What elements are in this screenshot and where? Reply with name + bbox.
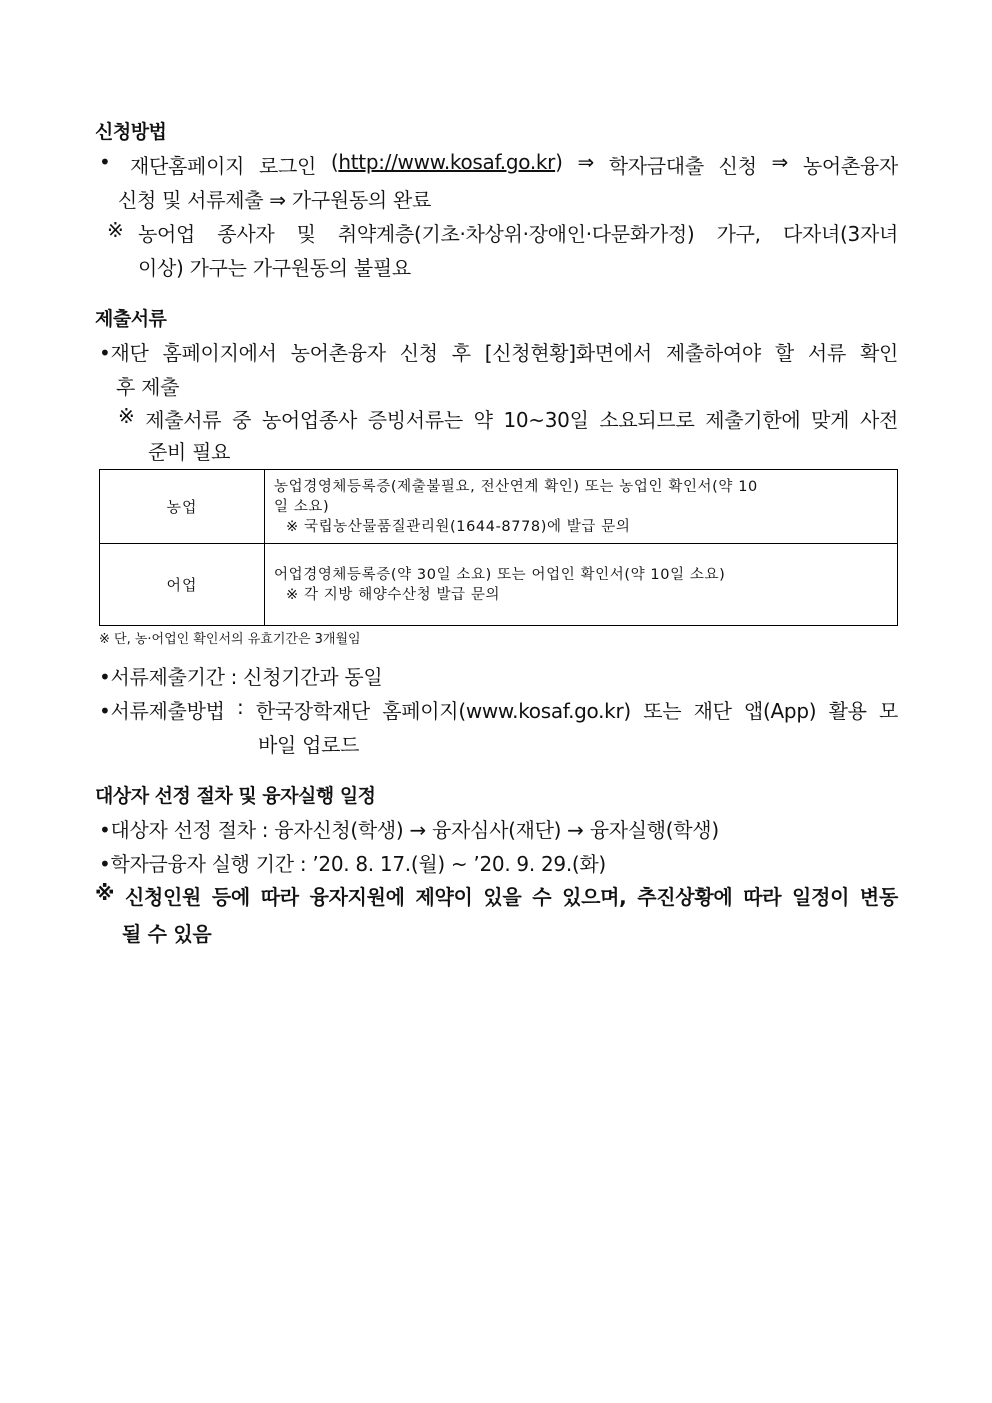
schedule-note-line-1: ※ 신청인원 등에 따라 융자지원에 제약이 있을 수 있으며, 추진상황에 따라 일정이 변동 xyxy=(95,881,898,909)
method-line-1: 재단홈페이지 로그인 (http://www.kosaf.go.kr) ⇒ 학자금대출 신청 ⇒ 농어촌융자 xyxy=(130,150,898,178)
schedule-period: •학자금융자 실행 기간 : ’20. 8. 17.(월) ~ ’20. 9. 29.(화) xyxy=(99,852,606,876)
submission-method-line-2: 바일 업로드 xyxy=(258,733,360,757)
table-note: ※ 단, 농·어업인 확인서의 유효기간은 3개월임 xyxy=(99,632,361,647)
method-note-line-2: 이상) 가구는 가구원동의 불필요 xyxy=(138,256,411,280)
table-row xyxy=(100,544,898,626)
table-desc-fishing: 어업경영체등록증(약 30일 소요) 또는 어업인 확인서(약 10일 소요) ※ 각 지방 해양수산청 발급 문의 xyxy=(265,544,898,626)
documents-line-1: •재단 홈페이지에서 농어촌융자 신청 후 [신청현황]화면에서 제출하여야 할 서류 확인 xyxy=(99,341,898,365)
documents-table xyxy=(99,469,898,626)
schedule-procedure: •대상자 선정 절차 : 융자신청(학생) → 융자심사(재단) → 융자실행(학생) xyxy=(99,818,719,842)
submission-method-line-1: •서류제출방법 : 한국장학재단 홈페이지(www.kosaf.go.kr) 또는 재단 앱(App) 활용 모 xyxy=(99,695,898,723)
table-row xyxy=(100,470,898,544)
submission-period: •서류제출기간 : 신청기간과 동일 xyxy=(99,665,383,689)
documents-note-line-2: 준비 필요 xyxy=(148,440,231,464)
schedule-note-line-2: 될 수 있음 xyxy=(122,922,212,946)
method-heading: 신청방법 xyxy=(95,121,167,143)
schedule-heading: 대상자 선정 절차 및 융자실행 일정 xyxy=(95,785,376,807)
method-note-line-1: 농어업 종사자 및 취약계층(기초·차상위·장애인·다문화가정) 가구, 다자녀(3자녀 xyxy=(138,222,898,246)
documents-note-line-1: ※ 제출서류 중 농어업종사 증빙서류는 약 10~30일 소요되므로 제출기한에 맞게 사전 xyxy=(118,404,898,432)
table-category-fishing: 어업 xyxy=(100,544,265,626)
documents-line-2: 후 제출 xyxy=(116,375,180,399)
table-category-farming: 농업 xyxy=(100,470,265,544)
documents-heading: 제출서류 xyxy=(95,308,167,330)
method-note-mark: ※ xyxy=(107,218,124,242)
method-bullet: • xyxy=(99,150,111,174)
table-desc-farming: 농업경영체등록증(제출불필요, 전산연계 확인) 또는 농업인 확인서(약 10 일 소요) ※ 국립농산물품질관리원(1644-8778)에 발급 문의 xyxy=(265,470,898,544)
method-line-2: 신청 및 서류제출 ⇒ 가구원동의 완료 xyxy=(118,188,432,212)
kosaf-link[interactable]: http://www.kosaf.go.kr xyxy=(338,150,556,174)
